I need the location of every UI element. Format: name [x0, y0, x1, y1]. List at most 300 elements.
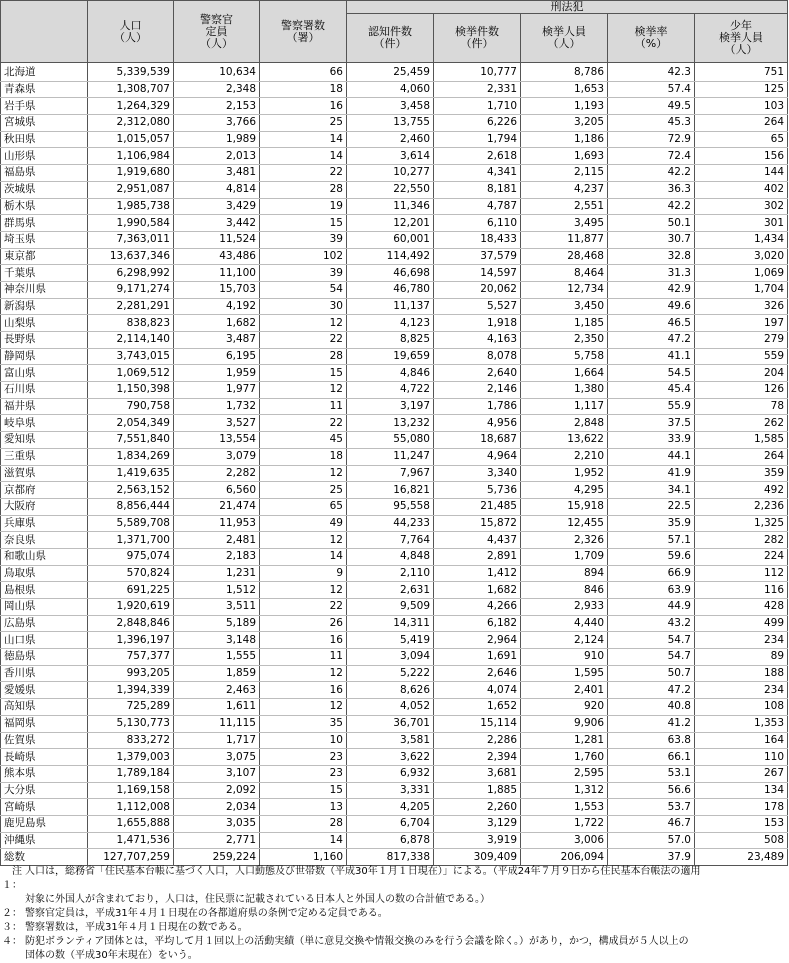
cell-police-stations: 18 — [260, 448, 347, 465]
cell-arrested-persons: 920 — [521, 699, 608, 716]
cell-juvenile-arrested: 89 — [695, 649, 788, 666]
cell-clearance-rate: 41.2 — [608, 715, 695, 732]
cell-police-stations: 22 — [260, 165, 347, 182]
cell-recognized-cases: 3,622 — [347, 749, 434, 766]
cell-juvenile-arrested: 156 — [695, 148, 788, 165]
cell-clearance-rate: 42.2 — [608, 198, 695, 215]
cell-recognized-cases: 11,137 — [347, 298, 434, 315]
cell-police-officers: 2,282 — [174, 465, 260, 482]
cell-prefecture: 広島県 — [1, 615, 88, 632]
header-cleared-cases: 検挙件数 （件） — [434, 14, 521, 63]
cell-arrested-persons: 910 — [521, 649, 608, 666]
cell-police-stations: 102 — [260, 248, 347, 265]
cell-population: 2,848,846 — [88, 615, 174, 632]
table-row — [1, 482, 788, 499]
cell-arrested-persons: 28,468 — [521, 248, 608, 265]
cell-police-officers: 6,560 — [174, 482, 260, 499]
cell-prefecture: 福島県 — [1, 165, 88, 182]
table-row — [1, 465, 788, 482]
cell-cleared-cases: 1,918 — [434, 315, 521, 332]
cell-clearance-rate: 31.3 — [608, 265, 695, 282]
cell-cleared-cases: 1,412 — [434, 565, 521, 582]
cell-recognized-cases: 7,967 — [347, 465, 434, 482]
cell-police-officers: 21,474 — [174, 498, 260, 515]
cell-prefecture: 石川県 — [1, 382, 88, 399]
table-row — [1, 732, 788, 749]
cell-arrested-persons: 1,722 — [521, 815, 608, 832]
cell-cleared-cases: 4,956 — [434, 415, 521, 432]
cell-recognized-cases: 13,755 — [347, 115, 434, 132]
cell-cleared-cases: 2,394 — [434, 749, 521, 766]
cell-police-stations: 22 — [260, 415, 347, 432]
cell-police-officers: 259,224 — [174, 849, 260, 866]
table-row — [1, 181, 788, 198]
table-row — [1, 81, 788, 98]
cell-police-stations: 15 — [260, 365, 347, 382]
cell-police-stations: 49 — [260, 515, 347, 532]
cell-prefecture: 総数 — [1, 849, 88, 866]
cell-prefecture: 埼玉県 — [1, 231, 88, 248]
cell-clearance-rate: 44.1 — [608, 448, 695, 465]
cell-police-officers: 3,487 — [174, 332, 260, 349]
cell-recognized-cases: 11,247 — [347, 448, 434, 465]
cell-police-officers: 3,766 — [174, 115, 260, 132]
cell-population: 1,655,888 — [88, 815, 174, 832]
cell-recognized-cases: 22,550 — [347, 181, 434, 198]
cell-prefecture: 沖縄県 — [1, 832, 88, 849]
cell-prefecture: 大分県 — [1, 782, 88, 799]
cell-police-officers: 1,859 — [174, 665, 260, 682]
cell-recognized-cases: 11,346 — [347, 198, 434, 215]
cell-arrested-persons: 12,455 — [521, 515, 608, 532]
footnote-line — [0, 921, 789, 935]
cell-police-officers: 1,611 — [174, 699, 260, 716]
cell-prefecture: 島根県 — [1, 582, 88, 599]
cell-cleared-cases: 6,226 — [434, 115, 521, 132]
cell-police-officers: 1,231 — [174, 565, 260, 582]
table-row — [1, 165, 788, 182]
cell-clearance-rate: 66.1 — [608, 749, 695, 766]
header-arrested-persons: 検挙人員 （人） — [521, 14, 608, 63]
cell-police-officers: 1,989 — [174, 131, 260, 148]
table-row — [1, 765, 788, 782]
table-row — [1, 98, 788, 115]
table-row — [1, 682, 788, 699]
cell-population: 1,106,984 — [88, 148, 174, 165]
cell-juvenile-arrested: 559 — [695, 348, 788, 365]
cell-juvenile-arrested: 125 — [695, 81, 788, 98]
cell-police-stations: 9 — [260, 565, 347, 582]
cell-police-officers: 3,148 — [174, 632, 260, 649]
table-row — [1, 131, 788, 148]
cell-police-stations: 19 — [260, 198, 347, 215]
table-row — [1, 615, 788, 632]
cell-arrested-persons: 1,553 — [521, 799, 608, 816]
header-prefecture — [1, 1, 88, 63]
cell-cleared-cases: 1,682 — [434, 582, 521, 599]
cell-police-stations: 28 — [260, 348, 347, 365]
cell-juvenile-arrested: 103 — [695, 98, 788, 115]
cell-recognized-cases: 2,631 — [347, 582, 434, 599]
cell-juvenile-arrested: 144 — [695, 165, 788, 182]
table-row — [1, 632, 788, 649]
cell-arrested-persons: 1,952 — [521, 465, 608, 482]
cell-juvenile-arrested: 116 — [695, 582, 788, 599]
cell-clearance-rate: 46.5 — [608, 315, 695, 332]
cell-juvenile-arrested: 108 — [695, 699, 788, 716]
cell-prefecture: 山形県 — [1, 148, 88, 165]
cell-recognized-cases: 9,509 — [347, 599, 434, 616]
header-juvenile-arrested: 少年 検挙人員 （人） — [695, 14, 788, 63]
table-row — [1, 415, 788, 432]
cell-population: 1,308,707 — [88, 81, 174, 98]
cell-population: 1,264,329 — [88, 98, 174, 115]
footnote-text: 人口は，総務省「住民基本台帳に基づく人口，人口動態及び世帯数（平成30年１月１日現在）」による。（平成24年７月９日から住民基本台帳法の適用 — [25, 866, 701, 877]
cell-population: 3,743,015 — [88, 348, 174, 365]
cell-population: 9,171,274 — [88, 281, 174, 298]
cell-prefecture: 茨城県 — [1, 181, 88, 198]
cell-police-officers: 3,075 — [174, 749, 260, 766]
cell-clearance-rate: 57.0 — [608, 832, 695, 849]
cell-cleared-cases: 1,794 — [434, 131, 521, 148]
cell-clearance-rate: 36.3 — [608, 181, 695, 198]
cell-clearance-rate: 43.2 — [608, 615, 695, 632]
cell-cleared-cases: 2,646 — [434, 665, 521, 682]
cell-clearance-rate: 42.9 — [608, 281, 695, 298]
cell-arrested-persons: 846 — [521, 582, 608, 599]
cell-clearance-rate: 59.6 — [608, 548, 695, 565]
cell-clearance-rate: 49.6 — [608, 298, 695, 315]
cell-population: 757,377 — [88, 649, 174, 666]
cell-recognized-cases: 2,460 — [347, 131, 434, 148]
cell-cleared-cases: 8,181 — [434, 181, 521, 198]
cell-police-stations: 16 — [260, 632, 347, 649]
cell-cleared-cases: 1,786 — [434, 398, 521, 415]
cell-police-stations: 66 — [260, 63, 347, 82]
cell-arrested-persons: 1,653 — [521, 81, 608, 98]
cell-police-officers: 1,717 — [174, 732, 260, 749]
cell-cleared-cases: 3,129 — [434, 815, 521, 832]
cell-juvenile-arrested: 508 — [695, 832, 788, 849]
cell-arrested-persons: 2,848 — [521, 415, 608, 432]
cell-juvenile-arrested: 499 — [695, 615, 788, 632]
table-row — [1, 231, 788, 248]
cell-cleared-cases: 1,652 — [434, 699, 521, 716]
cell-clearance-rate: 46.7 — [608, 815, 695, 832]
footnotes — [0, 865, 789, 963]
cell-police-officers: 3,429 — [174, 198, 260, 215]
cell-police-officers: 13,554 — [174, 432, 260, 449]
cell-arrested-persons: 13,622 — [521, 432, 608, 449]
cell-population: 1,015,057 — [88, 131, 174, 148]
cell-recognized-cases: 4,123 — [347, 315, 434, 332]
cell-prefecture: 大阪府 — [1, 498, 88, 515]
cell-clearance-rate: 32.8 — [608, 248, 695, 265]
cell-juvenile-arrested: 153 — [695, 815, 788, 832]
table-row — [1, 332, 788, 349]
cell-juvenile-arrested: 134 — [695, 782, 788, 799]
cell-population: 2,281,291 — [88, 298, 174, 315]
cell-clearance-rate: 50.7 — [608, 665, 695, 682]
cell-cleared-cases: 4,341 — [434, 165, 521, 182]
cell-clearance-rate: 56.6 — [608, 782, 695, 799]
cell-clearance-rate: 34.1 — [608, 482, 695, 499]
cell-juvenile-arrested: 65 — [695, 131, 788, 148]
cell-population: 1,394,339 — [88, 682, 174, 699]
cell-clearance-rate: 41.9 — [608, 465, 695, 482]
cell-prefecture: 高知県 — [1, 699, 88, 716]
cell-recognized-cases: 4,846 — [347, 365, 434, 382]
cell-juvenile-arrested: 78 — [695, 398, 788, 415]
cell-cleared-cases: 4,163 — [434, 332, 521, 349]
cell-arrested-persons: 1,595 — [521, 665, 608, 682]
footnote-text: 対象に外国人が含まれており，人口は，住民票に記載されている日本人と外国人の数の合計値である。） — [25, 894, 490, 905]
cell-arrested-persons: 2,326 — [521, 532, 608, 549]
cell-arrested-persons: 1,312 — [521, 782, 608, 799]
cell-prefecture: 福岡県 — [1, 715, 88, 732]
table-row — [1, 782, 788, 799]
cell-recognized-cases: 55,080 — [347, 432, 434, 449]
cell-recognized-cases: 3,331 — [347, 782, 434, 799]
cell-clearance-rate: 33.9 — [608, 432, 695, 449]
table-row — [1, 315, 788, 332]
cell-clearance-rate: 72.9 — [608, 131, 695, 148]
table-row — [1, 348, 788, 365]
cell-police-stations: 11 — [260, 398, 347, 415]
header-police-stations: 警察署数 （署） — [260, 1, 347, 63]
cell-police-officers: 43,486 — [174, 248, 260, 265]
cell-population: 1,789,184 — [88, 765, 174, 782]
cell-prefecture: 静岡県 — [1, 348, 88, 365]
table-row — [1, 148, 788, 165]
cell-recognized-cases: 36,701 — [347, 715, 434, 732]
cell-juvenile-arrested: 1,325 — [695, 515, 788, 532]
cell-juvenile-arrested: 428 — [695, 599, 788, 616]
table-row-total — [1, 849, 788, 866]
cell-recognized-cases: 5,419 — [347, 632, 434, 649]
cell-prefecture: 山口県 — [1, 632, 88, 649]
cell-prefecture: 京都府 — [1, 482, 88, 499]
cell-juvenile-arrested: 262 — [695, 415, 788, 432]
cell-clearance-rate: 45.4 — [608, 382, 695, 399]
cell-police-officers: 3,511 — [174, 599, 260, 616]
table-row — [1, 649, 788, 666]
cell-population: 1,990,584 — [88, 215, 174, 232]
cell-recognized-cases: 44,233 — [347, 515, 434, 532]
cell-police-officers: 3,079 — [174, 448, 260, 465]
cell-prefecture: 青森県 — [1, 81, 88, 98]
cell-juvenile-arrested: 224 — [695, 548, 788, 565]
cell-police-stations: 14 — [260, 832, 347, 849]
cell-police-stations: 14 — [260, 148, 347, 165]
cell-police-stations: 23 — [260, 749, 347, 766]
cell-juvenile-arrested: 126 — [695, 382, 788, 399]
cell-juvenile-arrested: 492 — [695, 482, 788, 499]
table-row — [1, 365, 788, 382]
cell-recognized-cases: 19,659 — [347, 348, 434, 365]
cell-arrested-persons: 2,350 — [521, 332, 608, 349]
cell-juvenile-arrested: 359 — [695, 465, 788, 482]
table-row — [1, 582, 788, 599]
cell-recognized-cases: 13,232 — [347, 415, 434, 432]
table-body — [1, 63, 788, 866]
cell-cleared-cases: 4,437 — [434, 532, 521, 549]
cell-prefecture: 新潟県 — [1, 298, 88, 315]
cell-juvenile-arrested: 1,585 — [695, 432, 788, 449]
cell-police-officers: 4,814 — [174, 181, 260, 198]
cell-police-officers: 2,463 — [174, 682, 260, 699]
cell-population: 790,758 — [88, 398, 174, 415]
cell-prefecture: 鹿児島県 — [1, 815, 88, 832]
table-row — [1, 281, 788, 298]
cell-police-stations: 12 — [260, 315, 347, 332]
cell-cleared-cases: 2,964 — [434, 632, 521, 649]
cell-police-officers: 11,115 — [174, 715, 260, 732]
cell-prefecture: 北海道 — [1, 63, 88, 82]
cell-cleared-cases: 5,527 — [434, 298, 521, 315]
cell-juvenile-arrested: 1,069 — [695, 265, 788, 282]
cell-population: 8,856,444 — [88, 498, 174, 515]
cell-cleared-cases: 20,062 — [434, 281, 521, 298]
cell-arrested-persons: 8,464 — [521, 265, 608, 282]
cell-cleared-cases: 1,710 — [434, 98, 521, 115]
cell-population: 833,272 — [88, 732, 174, 749]
cell-population: 2,114,140 — [88, 332, 174, 349]
table-row — [1, 265, 788, 282]
cell-population: 1,150,398 — [88, 382, 174, 399]
cell-juvenile-arrested: 1,353 — [695, 715, 788, 732]
cell-police-officers: 3,481 — [174, 165, 260, 182]
cell-clearance-rate: 44.9 — [608, 599, 695, 616]
cell-police-stations: 23 — [260, 765, 347, 782]
table-row — [1, 248, 788, 265]
cell-population: 7,551,840 — [88, 432, 174, 449]
cell-population: 1,834,269 — [88, 448, 174, 465]
cell-population: 1,379,003 — [88, 749, 174, 766]
cell-clearance-rate: 50.1 — [608, 215, 695, 232]
table-row — [1, 599, 788, 616]
cell-arrested-persons: 1,186 — [521, 131, 608, 148]
cell-recognized-cases: 60,001 — [347, 231, 434, 248]
cell-juvenile-arrested: 234 — [695, 682, 788, 699]
cell-recognized-cases: 8,626 — [347, 682, 434, 699]
cell-prefecture: 和歌山県 — [1, 548, 88, 565]
cell-prefecture: 山梨県 — [1, 315, 88, 332]
cell-juvenile-arrested: 2,236 — [695, 498, 788, 515]
cell-cleared-cases: 4,964 — [434, 448, 521, 465]
table-row — [1, 115, 788, 132]
cell-clearance-rate: 54.7 — [608, 632, 695, 649]
cell-juvenile-arrested: 164 — [695, 732, 788, 749]
cell-police-stations: 39 — [260, 231, 347, 248]
cell-juvenile-arrested: 112 — [695, 565, 788, 582]
cell-arrested-persons: 3,495 — [521, 215, 608, 232]
cell-arrested-persons: 1,760 — [521, 749, 608, 766]
cell-recognized-cases: 25,459 — [347, 63, 434, 82]
footnote-text: 警察署数は，平成31年４月１日現在の数である。 — [25, 922, 248, 933]
cell-clearance-rate: 45.3 — [608, 115, 695, 132]
cell-clearance-rate: 54.5 — [608, 365, 695, 382]
cell-juvenile-arrested: 282 — [695, 532, 788, 549]
footnote-label: ４： — [2, 936, 22, 947]
table-row — [1, 832, 788, 849]
cell-recognized-cases: 16,821 — [347, 482, 434, 499]
cell-arrested-persons: 3,205 — [521, 115, 608, 132]
cell-juvenile-arrested: 188 — [695, 665, 788, 682]
cell-clearance-rate: 37.9 — [608, 849, 695, 866]
cell-police-officers: 1,512 — [174, 582, 260, 599]
cell-arrested-persons: 4,237 — [521, 181, 608, 198]
cell-cleared-cases: 37,579 — [434, 248, 521, 265]
cell-juvenile-arrested: 264 — [695, 448, 788, 465]
table-row — [1, 448, 788, 465]
cell-police-stations: 12 — [260, 465, 347, 482]
cell-population: 2,054,349 — [88, 415, 174, 432]
cell-recognized-cases: 3,458 — [347, 98, 434, 115]
cell-prefecture: 秋田県 — [1, 131, 88, 148]
cell-cleared-cases: 14,597 — [434, 265, 521, 282]
cell-juvenile-arrested: 264 — [695, 115, 788, 132]
cell-prefecture: 愛媛県 — [1, 682, 88, 699]
cell-police-officers: 2,183 — [174, 548, 260, 565]
cell-cleared-cases: 8,078 — [434, 348, 521, 365]
cell-cleared-cases: 309,409 — [434, 849, 521, 866]
cell-prefecture: 宮城県 — [1, 115, 88, 132]
cell-prefecture: 三重県 — [1, 448, 88, 465]
cell-clearance-rate: 63.8 — [608, 732, 695, 749]
cell-prefecture: 岡山県 — [1, 599, 88, 616]
cell-juvenile-arrested: 326 — [695, 298, 788, 315]
cell-prefecture: 宮崎県 — [1, 799, 88, 816]
cell-recognized-cases: 3,197 — [347, 398, 434, 415]
cell-police-stations: 28 — [260, 181, 347, 198]
table-row — [1, 665, 788, 682]
cell-clearance-rate: 57.1 — [608, 532, 695, 549]
cell-clearance-rate: 57.4 — [608, 81, 695, 98]
cell-recognized-cases: 7,764 — [347, 532, 434, 549]
cell-police-stations: 15 — [260, 215, 347, 232]
cell-police-stations: 12 — [260, 532, 347, 549]
cell-police-stations: 1,160 — [260, 849, 347, 866]
cell-juvenile-arrested: 301 — [695, 215, 788, 232]
cell-juvenile-arrested: 110 — [695, 749, 788, 766]
cell-recognized-cases: 3,581 — [347, 732, 434, 749]
cell-cleared-cases: 3,681 — [434, 765, 521, 782]
cell-police-stations: 12 — [260, 699, 347, 716]
cell-recognized-cases: 817,338 — [347, 849, 434, 866]
footnote-label: 注１： — [2, 866, 22, 891]
cell-police-officers: 1,682 — [174, 315, 260, 332]
cell-police-stations: 26 — [260, 615, 347, 632]
cell-clearance-rate: 49.5 — [608, 98, 695, 115]
cell-recognized-cases: 114,492 — [347, 248, 434, 265]
cell-population: 5,589,708 — [88, 515, 174, 532]
cell-prefecture: 佐賀県 — [1, 732, 88, 749]
cell-cleared-cases: 5,736 — [434, 482, 521, 499]
cell-juvenile-arrested: 23,489 — [695, 849, 788, 866]
cell-clearance-rate: 37.5 — [608, 415, 695, 432]
footnote-text: 防犯ボランティア団体とは，平均して月１回以上の活動実績（単に意見交換や情報交換のみを行う会議を除く。）があり，かつ，構成員が５人以上の — [25, 936, 689, 947]
cell-police-stations: 14 — [260, 131, 347, 148]
cell-prefecture: 神奈川県 — [1, 281, 88, 298]
cell-clearance-rate: 30.7 — [608, 231, 695, 248]
header-population: 人口 （人） — [88, 1, 174, 63]
cell-population: 1,985,738 — [88, 198, 174, 215]
cell-population: 2,312,080 — [88, 115, 174, 132]
cell-arrested-persons: 2,595 — [521, 765, 608, 782]
cell-cleared-cases: 15,114 — [434, 715, 521, 732]
cell-juvenile-arrested: 234 — [695, 632, 788, 649]
